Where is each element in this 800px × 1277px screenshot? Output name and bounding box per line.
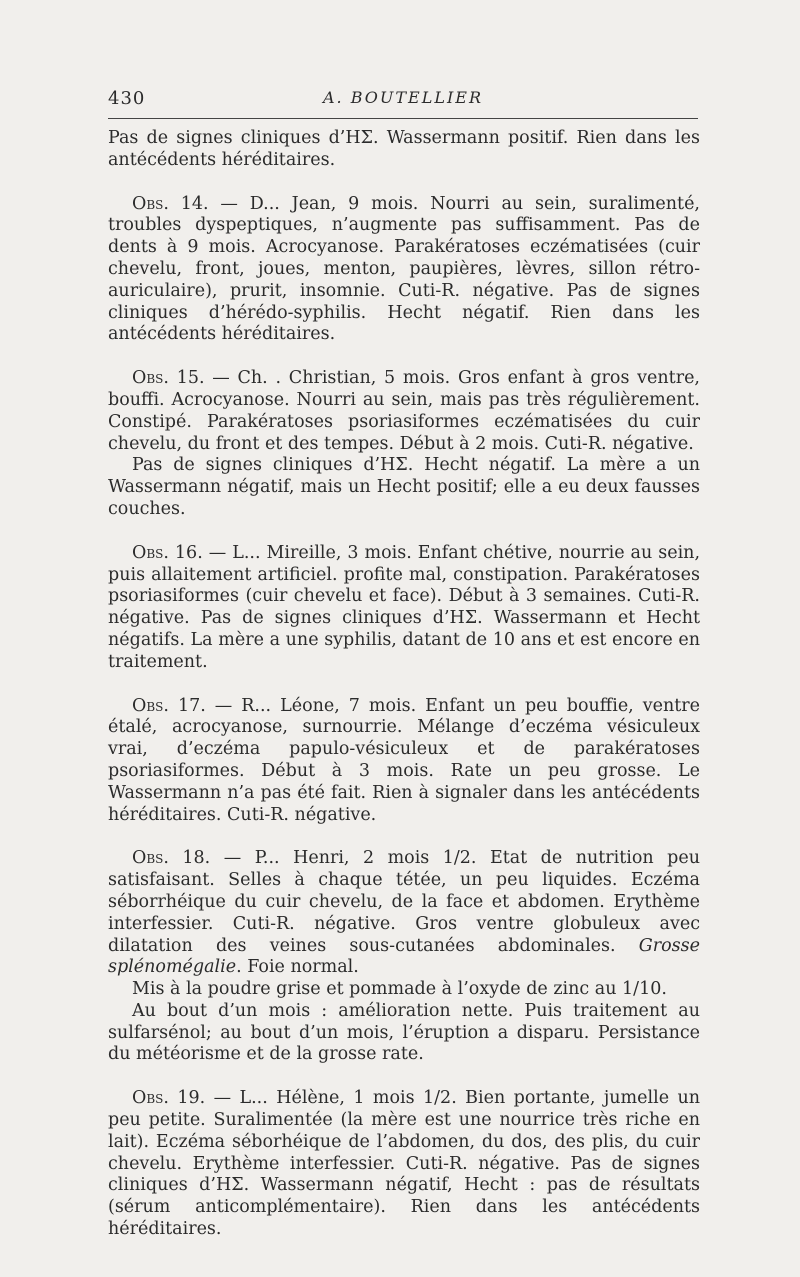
- spacer: [108, 674, 700, 696]
- obs-16-label: Obs. 16.: [132, 542, 203, 563]
- obs-18-text-b: . Foie normal.: [236, 957, 359, 978]
- obs-17-paragraph: [108, 696, 700, 827]
- obs-18-paragraph-3: Au bout d’un mois : amélioration nette. Puis traitement au sulfarsénol; au bout d’un mois, l’éruption a disparu. Persistance du météorisme et de la grosse rate.: [108, 1000, 700, 1065]
- obs-16-paragraph: [108, 543, 700, 674]
- obs-15-paragraph: [108, 368, 700, 455]
- page-header: [108, 88, 698, 110]
- obs-14-text: — D... Jean, 9 mois. Nourri au sein, suralimenté, troubles dyspeptiques, n’augmente pas suffisamment. Pas de dents à 9 mois. Acrocyanose. Parakératoses eczématisées (cuir chevelu, front, joues, menton, paupières, lèvres, sillon rétro-auriculaire), prurit, insomnie. Cuti-R. négative. Pas de signes cliniques d’hérédo-syphilis. Hecht négatif. Rien dans les antécédents héréditaires.: [108, 193, 700, 345]
- spacer: [108, 521, 700, 543]
- obs-14-label: Obs. 14.: [132, 193, 209, 214]
- obs-15-text: — Ch. . Christian, 5 mois. Gros enfant à gros ventre, bouffi. Acrocyanose. Nourri au sein, mais pas très régulièrement. Constipé. Parakératoses psoriasiformes eczématisées du cuir chevelu, du front et des tempes. Début à 2 mois. Cuti-R. négative.: [108, 368, 700, 454]
- intro-paragraph: Pas de signes cliniques d’HΣ. Wassermann positif. Rien dans les antécédents héréditaires.: [108, 128, 700, 170]
- spacer: [108, 172, 700, 194]
- running-head: A. BOUTELLIER: [322, 88, 484, 107]
- obs-19-paragraph: [108, 1088, 700, 1241]
- spacer: [108, 826, 700, 848]
- obs-15-label: Obs. 15.: [132, 368, 205, 389]
- page-body: [108, 128, 700, 1241]
- obs-17-label: Obs. 17.: [132, 695, 206, 716]
- obs-14-paragraph: [108, 194, 700, 347]
- header-rule: [108, 118, 698, 119]
- obs-18-text-a: — P... Henri, 2 mois 1/2. Etat de nutrition peu satisfaisant. Selles à chaque tétée, un peu liquides. Eczéma séborrhéique du cuir chevelu, de la face et abdomen. Erythème interfessier. Cuti-R. négative. Gros ventre globuleux avec dilatation des veines sous-cutanées abdominales.: [108, 848, 700, 956]
- obs-18-paragraph: [108, 848, 700, 979]
- spacer: [108, 1066, 700, 1088]
- obs-17-text: — R... Léone, 7 mois. Enfant un peu bouffie, ventre étalé, acrocyanose, surnourrie. Mélange d’eczéma vésiculeux vrai, d’eczéma papulo-vésiculeux et de parakératoses psoriasiformes. Début à 3 mois. Rate un peu grosse. Le Wassermann n’a pas été fait. Rien à signaler dans les antécédents héréditaires. Cuti-R. négative.: [108, 695, 700, 825]
- obs-16-text: — L... Mireille, 3 mois. Enfant chétive, nourrie au sein, puis allaitement artificiel. profite mal, constipation. Parakératoses psoriasiformes (cuir chevelu et face). Début à 3 semaines. Cuti-R. négative. Pas de signes cliniques d’HΣ. Wassermann et Hecht négatifs. La mère a une syphilis, datant de 10 ans et est encore en traitement.: [108, 542, 701, 672]
- spacer: [108, 346, 700, 368]
- obs-15-paragraph-2: Pas de signes cliniques d’HΣ. Hecht négatif. La mère a un Wassermann négatif, mais un Hecht positif; elle a eu deux fausses couches.: [108, 455, 700, 519]
- obs-19-label: Obs. 19.: [132, 1088, 206, 1109]
- obs-18-paragraph-2: Mis à la poudre grise et pommade à l’oxyde de zinc au 1/10.: [132, 979, 667, 1000]
- obs-18-italic-text: Grosse splénomégalie: [108, 935, 700, 978]
- page-number: 430: [108, 88, 146, 109]
- obs-18-label: Obs. 18.: [132, 848, 211, 869]
- obs-19-text: — L... Hélène, 1 mois 1/2. Bien portante, jumelle un peu petite. Suralimentée (la mère est une nourrice très riche en lait). Eczéma séborhéique de l’abdomen, du dos, des plis, du cuir chevelu. Erythème interfessier. Cuti-R. négative. Pas de signes cliniques d’HΣ. Wassermann négatif, Hecht : pas de résultats (sérum anticomplémentaire). Rien dans les antécédents héréditaires.: [108, 1088, 700, 1240]
